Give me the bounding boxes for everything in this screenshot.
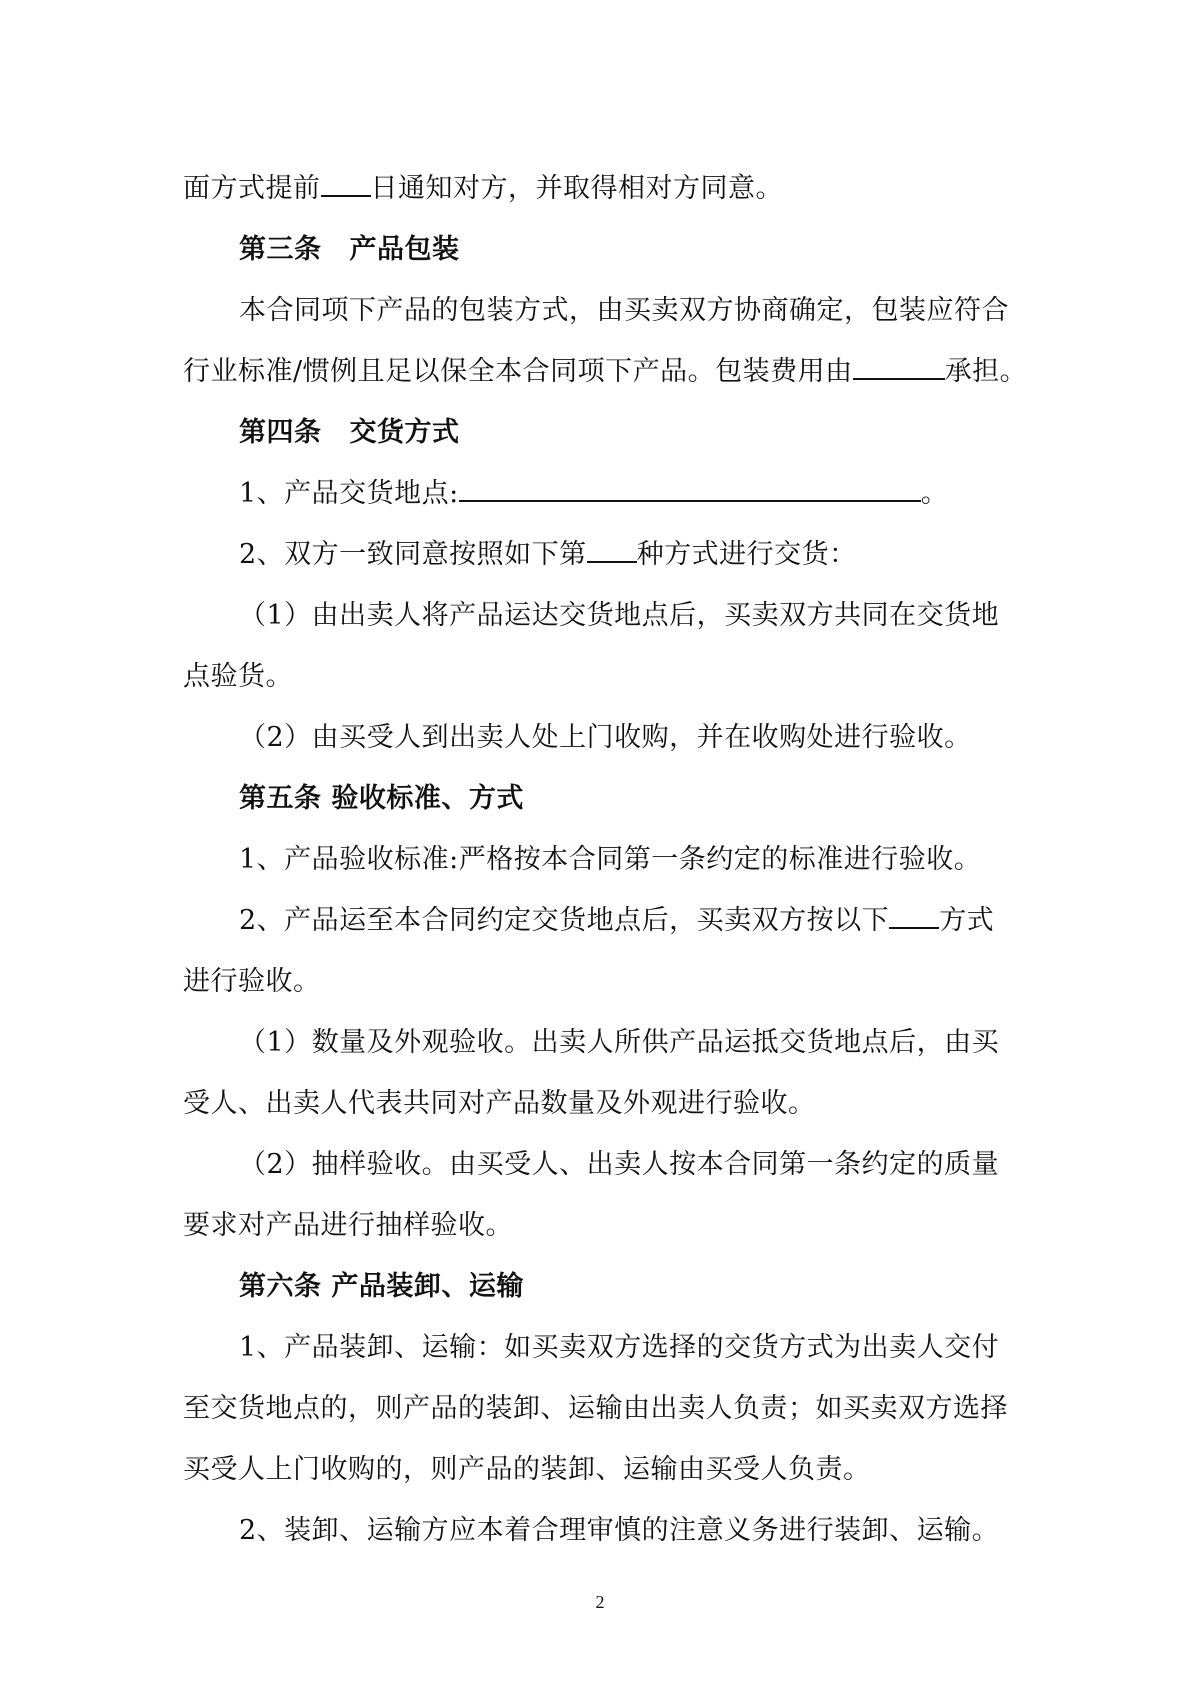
paragraph-line: 至交货地点的，则产品的装卸、运输由出卖人负责；如买卖双方选择 — [183, 1393, 1008, 1424]
paragraph-line: 进行验收。 — [183, 966, 321, 997]
article-6-heading: 第六条 产品装卸、运输 — [239, 1271, 524, 1302]
paragraph-line: 2、装卸、运输方应本着合理审慎的注意义务进行装卸、运输。 — [239, 1515, 1000, 1546]
paragraph-line: （2）由买受人到出卖人处上门收购，并在收购处进行验收。 — [239, 722, 972, 753]
paragraph-line: 行业标准/惯例且足以保全本合同项下产品。包装费用由 承担。 — [183, 356, 1028, 387]
paragraph-line: （1）由出卖人将产品运达交货地点后，买卖双方共同在交货地 — [239, 600, 1000, 631]
fill-in-blank — [321, 194, 371, 197]
paragraph-line: 要求对产品进行抽样验收。 — [183, 1210, 513, 1241]
paragraph-line: 点验货。 — [183, 661, 293, 692]
paragraph-line: 买受人上门收购的，则产品的装卸、运输由买受人负责。 — [183, 1454, 871, 1485]
article-5-heading: 第五条 验收标准、方式 — [239, 783, 524, 814]
paragraph-line: 2、双方一致同意按照如下第 种方式进行交货： — [239, 539, 857, 570]
page-number: 2 — [595, 1592, 605, 1612]
paragraph-line: （1）数量及外观验收。出卖人所供产品运抵交货地点后，由买 — [239, 1027, 1000, 1058]
paragraph-line: 2、产品运至本合同约定交货地点后，买卖双方按以下 方式 — [239, 905, 995, 936]
article-4-heading: 第四条 交货方式 — [239, 417, 460, 448]
article-3-heading: 第三条 产品包装 — [239, 234, 460, 265]
paragraph-line: （2）抽样验收。由买受人、出卖人按本合同第一条约定的质量 — [239, 1149, 1000, 1180]
paragraph-line: 面方式提前 日通知对方，并取得相对方同意。 — [183, 173, 783, 204]
fill-in-blank — [853, 377, 945, 380]
paragraph-line: 受人、出卖人代表共同对产品数量及外观进行验收。 — [183, 1088, 816, 1119]
fill-in-blank — [587, 560, 637, 563]
paragraph-line: 1、产品验收标准:严格按本合同第一条约定的标准进行验收。 — [239, 844, 982, 875]
paragraph-line: 本合同项下产品的包装方式，由买卖双方协商确定，包装应符合 — [239, 295, 1009, 326]
fill-in-blank — [889, 926, 939, 929]
fill-in-blank — [459, 499, 921, 502]
paragraph-line: 1、产品交货地点: 。 — [239, 478, 949, 509]
paragraph-line: 1、产品装卸、运输：如买卖双方选择的交货方式为出卖人交付 — [239, 1332, 1000, 1363]
document-body — [183, 158, 1028, 1561]
